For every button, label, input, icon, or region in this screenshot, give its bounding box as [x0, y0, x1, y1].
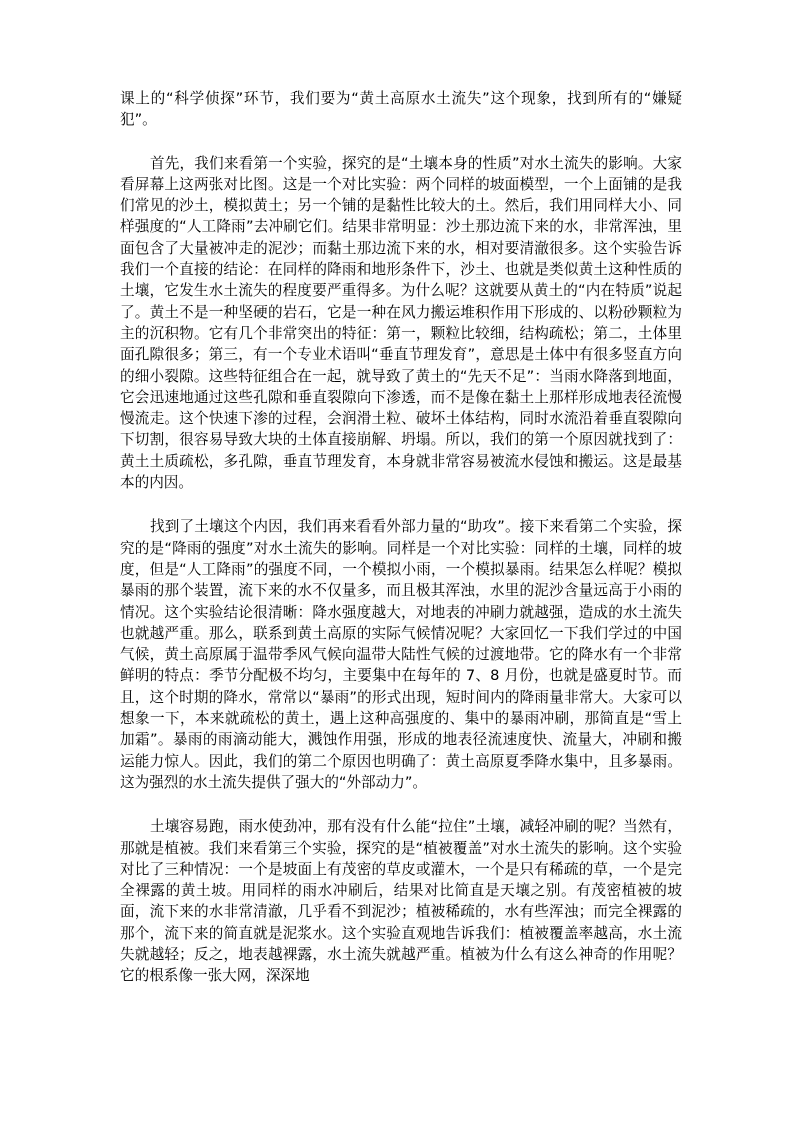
- paragraph-experiment-one: 首先，我们来看第一个实验，探究的是“土壤本身的性质”对水土流失的影响。大家看屏幕上这两张对比图。这是一个对比实验：两个同样的坡面模型，一个上面铺的是我们常见的沙土，模拟黄土；另一个铺的是黏性比较大的土。然后，我们用同样大小、同样强度的“人工降雨”去冲刷它们。结果非常明显：沙土那边流下来的水，非常浑浊，里面包含了大量被冲走的泥沙；而黏土那边流下来的水，相对要清澈很多。这个实验告诉我们一个直接的结论：在同样的降雨和地形条件下，沙土、也就是类似黄土这种性质的土壤，它发生水土流失的程度要严重得多。为什么呢？这就要从黄土的“内在特质”说起了。黄土不是一种坚硬的岩石，它是一种在风力搬运堆积作用下形成的、以粉砂颗粒为主的沉积物。它有几个非常突出的特征：第一，颗粒比较细，结构疏松；第二，土体里面孔隙很多；第三，有一个专业术语叫“垂直节理发育”，意思是土体中有很多竖直方向的细小裂隙。这些特征组合在一起，就导致了黄土的“先天不足”：当雨水降落到地面，它会迅速地通过这些孔隙和垂直裂隙向下渗透，而不是像在黏土上那样形成地表径流慢慢流走。这个快速下渗的过程，会润滑土粒、破坏土体结构，同时水流沿着垂直裂隙向下切割，很容易导致大块的土体直接崩解、坍塌。所以，我们的第一个原因就找到了：黄土土质疏松，多孔隙，垂直节理发育，本身就非常容易被流水侵蚀和搬运。这是最基本的内因。: [120, 154, 682, 492]
- paragraph-gap: [120, 131, 682, 153]
- document-page: [120, 88, 682, 987]
- paragraph-gap: [120, 493, 682, 516]
- paragraph-experiment-three: 土壤容易跑，雨水使劲冲，那有没有什么能“拉住”土壤，减轻冲刷的呢？当然有，那就是植被。我们来看第三个实验，探究的是“植被覆盖”对水土流失的影响。这个实验对比了三种情况：一个是坡面上有茂密的草皮或灌木，一个是只有稀疏的草，一个是完全裸露的黄土坡。用同样的雨水冲刷后，结果对比简直是天壤之别。有茂密植被的坡面，流下来的水非常清澈，几乎看不到泥沙；植被稀疏的，水有些浑浊；而完全裸露的那个，流下来的简直就是泥浆水。这个实验直观地告诉我们：植被覆盖率越高，水土流失就越轻；反之，地表越裸露，水土流失就越严重。植被为什么有这么神奇的作用呢？它的根系像一张大网，深深地: [120, 818, 682, 985]
- paragraph-intro-continuation: 课上的“科学侦探”环节，我们要为“黄土高原水土流失”这个现象，找到所有的“嫌疑犯”。: [120, 90, 682, 129]
- paragraph-gap: [120, 793, 682, 816]
- paragraph-experiment-two: 找到了土壤这个内因，我们再来看看外部力量的“助攻”。接下来看第二个实验，探究的是“降雨的强度”对水土流失的影响。同样是一个对比实验：同样的土壤，同样的坡度，但是“人工降雨”的强度不同，一个模拟小雨，一个模拟暴雨。结果怎么样呢？模拟暴雨的那个装置，流下来的水不仅量多，而且极其浑浊，水里的泥沙含量远高于小雨的情况。这个实验结论很清晰：降水强度越大，对地表的冲刷力就越强，造成的水土流失也就越严重。那么，联系到黄土高原的实际气候情况呢？大家回忆一下我们学过的中国气候，黄土高原属于温带季风气候向温带大陆性气候的过渡地带。它的降水有一个非常鲜明的特点：季节分配极不均匀，主要集中在每年的 7、8 月份，也就是盛夏时节。而且，这个时期的降水，常常以“暴雨”的形式出现，短时间内的降雨量非常大。大家可以想象一下，本来就疏松的黄土，遇上这种高强度的、集中的暴雨冲刷，那简直是“雪上加霜”。暴雨的雨滴动能大，溅蚀作用强，形成的地表径流速度快、流量大，冲刷和搬运能力惊人。因此，我们的第二个原因也明确了：黄土高原夏季降水集中，且多暴雨。这为强烈的水土流失提供了强大的“外部动力”。: [120, 518, 682, 791]
